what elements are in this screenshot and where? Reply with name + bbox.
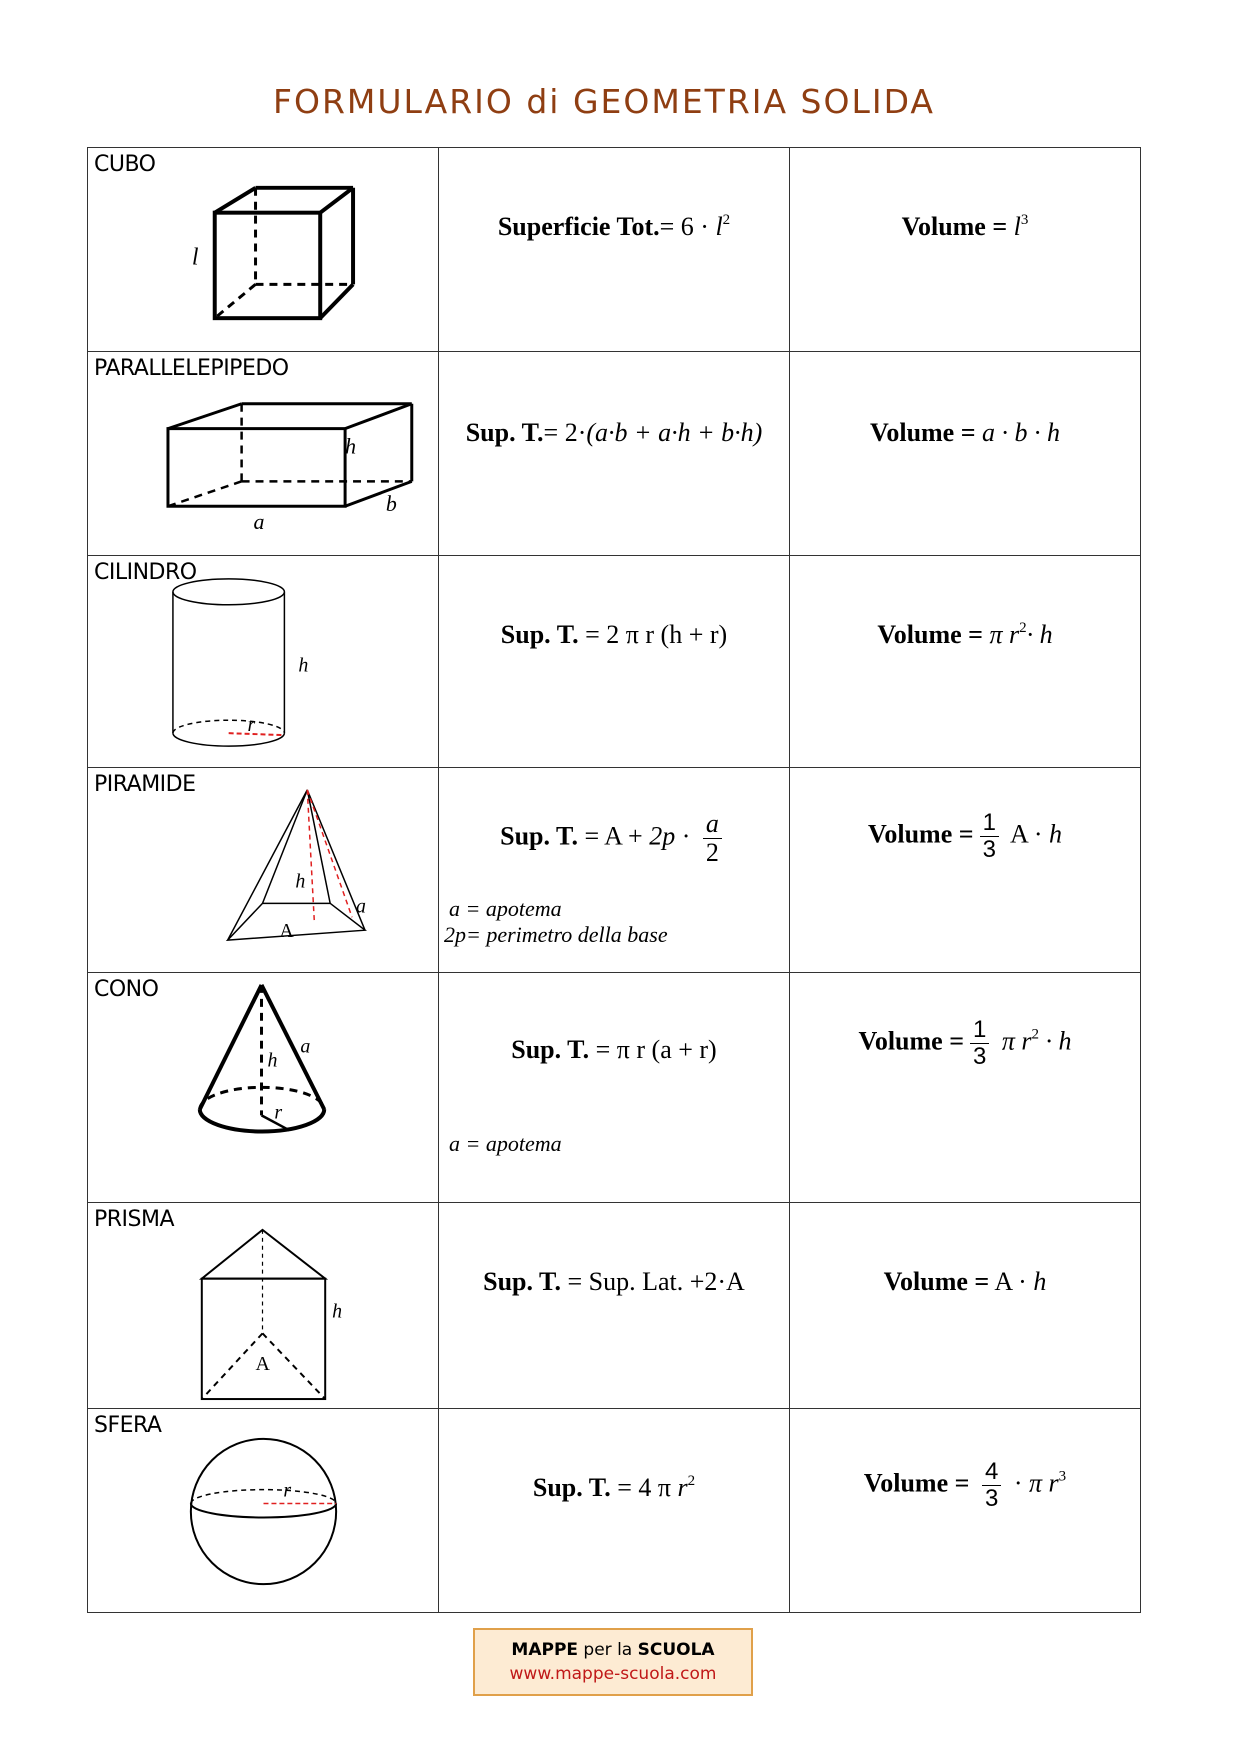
surface-cell-piramide (439, 768, 790, 973)
edge-label: l (191, 244, 199, 271)
volume-formula: Volume = $l^3$ (901, 212, 1029, 241)
apothem-note: a = apotema (449, 1131, 562, 1156)
fraction: $\frac{a}{2}$ (703, 810, 722, 867)
height-label: h (295, 870, 306, 893)
volume-cell-cilindro (790, 556, 1141, 768)
volume-formula: Volume = $\frac{1}{3}$ π $r^2 \cdot h$ (858, 1016, 1072, 1070)
cylinder-figure (88, 556, 438, 767)
formula-table (87, 147, 1141, 1613)
radius-label: r (283, 1479, 292, 1502)
shape-name: PIRAMIDE (94, 772, 196, 797)
footer-brand: MAPPE per la SCUOLA (511, 1640, 715, 1660)
surface-cell-cubo (439, 148, 790, 352)
table-row-prisma (88, 1203, 1141, 1409)
length-label: a (253, 509, 265, 535)
depth-label: b (385, 491, 397, 517)
prism-figure (88, 1203, 438, 1408)
shape-cell-prisma (88, 1203, 439, 1409)
fraction: $\frac{1}{3}$ (980, 810, 999, 863)
perimeter-note: 2p= perimetro della base (444, 922, 668, 947)
apothem-note: a = apotema (449, 896, 562, 921)
footer-credit (473, 1628, 753, 1696)
volume-formula: Volume = A · h (883, 1267, 1047, 1296)
surface-formula: Sup. T. = 2 π r (h + r) (500, 620, 728, 649)
height-label: h (298, 654, 309, 677)
height-label: h (267, 1049, 278, 1072)
box-figure (88, 352, 438, 555)
cone-figure (88, 973, 438, 1202)
volume-cell-cono (790, 973, 1141, 1203)
surface-cell-prisma (439, 1203, 790, 1409)
shape-name: PRISMA (94, 1207, 175, 1232)
apothem-label: a (356, 895, 366, 918)
apothem-label: a (300, 1035, 311, 1058)
fraction: $\frac{4}{3}$ (982, 1459, 1001, 1512)
volume-cell-piramide (790, 768, 1141, 973)
table-row-cilindro (88, 556, 1141, 768)
base-area-label: A (255, 1353, 270, 1376)
volume-formula: Volume = π $r^2\cdot h$ (877, 620, 1053, 649)
volume-formula: Volume = $\frac{1}{3}$ A · h (867, 809, 1063, 863)
sphere-figure (88, 1409, 438, 1612)
table-row-piramide (88, 768, 1141, 973)
surface-cell-sfera (439, 1409, 790, 1613)
table-row-parallelepipedo (88, 352, 1141, 556)
shape-name: CUBO (94, 152, 156, 177)
surface-cell-cono (439, 973, 790, 1203)
volume-cell-cubo (790, 148, 1141, 352)
pyramid-figure (88, 768, 438, 972)
base-area-label: A (279, 920, 294, 943)
shape-name: CILINDRO (94, 560, 197, 585)
volume-cell-sfera (790, 1409, 1141, 1613)
height-label: h (332, 1300, 343, 1323)
radius-label: r (247, 714, 256, 737)
volume-cell-prisma (790, 1203, 1141, 1409)
surface-cell-cilindro (439, 556, 790, 768)
volume-formula: Volume = $\frac{4}{3}$ · π $r^3$ (863, 1458, 1067, 1512)
shape-name: PARALLELEPIPEDO (94, 356, 289, 381)
shape-cell-cilindro (88, 556, 439, 768)
table-row-cono (88, 973, 1141, 1203)
shape-cell-cono (88, 973, 439, 1203)
surface-formula: Sup. T.= 2·(a·b + a·h + b·h) (465, 418, 763, 447)
shape-name: CONO (94, 977, 159, 1002)
surface-formula: Sup. T. = 4 π $r^2$ (532, 1473, 696, 1502)
footer-url[interactable]: www.mappe-scuola.com (509, 1664, 717, 1684)
surface-formula: Sup. T. = π r (a + r) (511, 1035, 717, 1064)
surface-cell-parallelepipedo (439, 352, 790, 556)
shape-cell-sfera (88, 1409, 439, 1613)
table-row-sfera (88, 1409, 1141, 1613)
height-label: h (345, 433, 357, 459)
table-row-cubo (88, 148, 1141, 352)
cube-figure (88, 148, 438, 351)
surface-formula: Superficie $Tot.= 6 \cdot l^2$ (497, 212, 731, 241)
shape-cell-piramide (88, 768, 439, 973)
radius-label: r (274, 1101, 283, 1124)
page-title: FORMULARIO di GEOMETRIA SOLIDA (272, 82, 935, 121)
surface-formula: Sup. T. = Sup. Lat. +2·A (483, 1267, 745, 1296)
shape-cell-cubo (88, 148, 439, 352)
shape-name: SFERA (94, 1413, 162, 1438)
shape-cell-parallelepipedo (88, 352, 439, 556)
volume-cell-parallelepipedo (790, 352, 1141, 556)
fraction: $\frac{1}{3}$ (970, 1017, 989, 1070)
volume-formula: Volume = a · b · h (869, 418, 1061, 447)
surface-formula: Sup. T. = A + 2p · $\frac{a}{2}$ (439, 810, 789, 867)
